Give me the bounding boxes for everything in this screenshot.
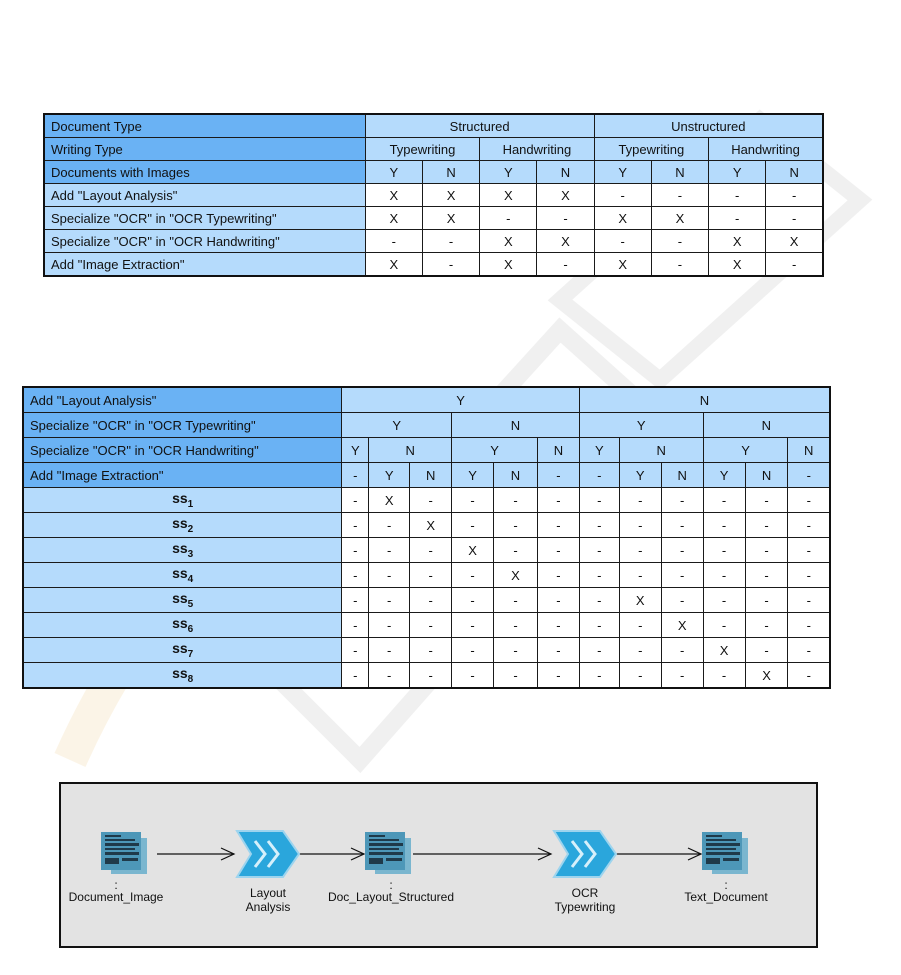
value-cell: - <box>452 638 494 663</box>
value-cell: X <box>452 538 494 563</box>
value-cell: - <box>703 613 745 638</box>
table-row <box>44 184 823 207</box>
value-cell: - <box>410 488 452 513</box>
value-cell: - <box>452 563 494 588</box>
header-cell: Y <box>709 161 766 184</box>
value-cell: X <box>766 230 823 253</box>
value-cell: - <box>494 513 538 538</box>
value-cell: - <box>452 513 494 538</box>
value-cell: - <box>745 513 788 538</box>
value-cell: - <box>619 538 661 563</box>
value-cell: - <box>342 663 369 689</box>
value-cell: - <box>494 538 538 563</box>
header-cell: Typewriting <box>594 138 708 161</box>
value-cell: - <box>651 253 708 277</box>
table-row <box>44 230 823 253</box>
row-label: Add "Layout Analysis" <box>23 387 342 413</box>
header-cell: Y <box>579 413 703 438</box>
scenario-label: $ss_6$ <box>23 613 342 638</box>
header-row <box>23 463 830 488</box>
value-cell: - <box>369 588 410 613</box>
header-cell: - <box>788 463 830 488</box>
header-cell: N <box>537 438 579 463</box>
value-cell: - <box>494 638 538 663</box>
header-cell: Y <box>369 463 410 488</box>
header-cell: N <box>494 463 538 488</box>
value-cell: - <box>619 613 661 638</box>
table-row <box>44 253 823 277</box>
header-cell: N <box>788 438 830 463</box>
value-cell: - <box>452 488 494 513</box>
header-cell: N <box>745 463 788 488</box>
value-cell: - <box>788 563 830 588</box>
value-cell: - <box>452 663 494 689</box>
value-cell: X <box>365 207 422 230</box>
value-cell: - <box>342 613 369 638</box>
header-row <box>23 413 830 438</box>
value-cell: - <box>410 588 452 613</box>
value-cell: - <box>537 538 579 563</box>
value-cell: - <box>703 488 745 513</box>
value-cell: - <box>579 538 619 563</box>
header-cell: Y <box>342 387 580 413</box>
header-cell: N <box>369 438 452 463</box>
node-document-image[interactable]: : Document_Image <box>68 878 164 904</box>
header-cell: Unstructured <box>594 114 823 138</box>
row-label: Specialize "OCR" in "OCR Typewriting" <box>44 207 365 230</box>
value-cell: - <box>661 563 703 588</box>
header-cell: - <box>342 463 369 488</box>
header-cell: Y <box>703 438 788 463</box>
header-cell: Y <box>342 438 369 463</box>
value-cell: - <box>369 638 410 663</box>
value-cell: - <box>619 513 661 538</box>
value-cell: - <box>369 613 410 638</box>
value-cell: - <box>369 663 410 689</box>
node-doc-layout-structured[interactable]: : Doc_Layout_Structured <box>327 878 455 904</box>
scenario-table <box>22 386 831 689</box>
value-cell: X <box>594 253 651 277</box>
table-row <box>23 488 830 513</box>
value-cell: - <box>788 588 830 613</box>
row-label: Add "Image Extraction" <box>23 463 342 488</box>
value-cell: - <box>661 663 703 689</box>
value-cell: - <box>703 513 745 538</box>
row-label: Specialize "OCR" in "OCR Typewriting" <box>23 413 342 438</box>
value-cell: - <box>494 663 538 689</box>
table-row <box>23 638 830 663</box>
value-cell: - <box>788 638 830 663</box>
value-cell: X <box>494 563 538 588</box>
value-cell: X <box>422 184 479 207</box>
node-label: Document_Image <box>68 890 164 904</box>
value-cell: - <box>661 638 703 663</box>
value-cell: - <box>369 563 410 588</box>
header-cell: N <box>661 463 703 488</box>
value-cell: - <box>369 538 410 563</box>
workflow-diagram <box>59 782 818 948</box>
value-cell: - <box>619 663 661 689</box>
value-cell: X <box>410 513 452 538</box>
value-cell: - <box>342 588 369 613</box>
value-cell: - <box>745 538 788 563</box>
row-label: Documents with Images <box>44 161 365 184</box>
scenario-label: $ss_1$ <box>23 488 342 513</box>
row-label: Add "Layout Analysis" <box>44 184 365 207</box>
node-text-document[interactable]: : Text_Document <box>684 878 768 904</box>
header-row <box>44 114 823 138</box>
value-cell: - <box>703 588 745 613</box>
value-cell: - <box>452 613 494 638</box>
value-cell: - <box>766 207 823 230</box>
value-cell: - <box>365 230 422 253</box>
value-cell: - <box>342 488 369 513</box>
document-type-table <box>43 113 824 277</box>
value-cell: - <box>342 538 369 563</box>
value-cell: - <box>480 207 537 230</box>
value-cell: - <box>537 563 579 588</box>
header-cell: Y <box>342 413 452 438</box>
value-cell: - <box>661 588 703 613</box>
value-cell: X <box>703 638 745 663</box>
value-cell: - <box>745 613 788 638</box>
header-cell: N <box>537 161 594 184</box>
value-cell: X <box>594 207 651 230</box>
header-row <box>44 138 823 161</box>
value-cell: - <box>651 230 708 253</box>
header-cell: Y <box>703 463 745 488</box>
value-cell: - <box>594 230 651 253</box>
header-cell: N <box>651 161 708 184</box>
node-label: Text_Document <box>684 890 768 904</box>
value-cell: X <box>480 184 537 207</box>
value-cell: X <box>709 230 766 253</box>
value-cell: - <box>788 613 830 638</box>
table-row <box>23 588 830 613</box>
header-cell: N <box>766 161 823 184</box>
value-cell: X <box>745 663 788 689</box>
row-label: Add "Image Extraction" <box>44 253 365 277</box>
header-cell: - <box>537 463 579 488</box>
value-cell: - <box>537 638 579 663</box>
header-cell: - <box>579 463 619 488</box>
row-label: Specialize "OCR" in "OCR Handwriting" <box>23 438 342 463</box>
header-cell: N <box>410 463 452 488</box>
table-row <box>23 538 830 563</box>
value-cell: - <box>703 538 745 563</box>
node-ocr-typewriting[interactable]: OCR Typewriting <box>554 886 616 914</box>
header-cell: N <box>579 387 830 413</box>
scenario-label: $ss_5$ <box>23 588 342 613</box>
value-cell: X <box>369 488 410 513</box>
value-cell: X <box>480 253 537 277</box>
header-cell: N <box>422 161 479 184</box>
value-cell: - <box>579 513 619 538</box>
value-cell: - <box>745 588 788 613</box>
value-cell: - <box>703 663 745 689</box>
header-cell: Y <box>619 463 661 488</box>
value-cell: - <box>537 513 579 538</box>
value-cell: - <box>766 253 823 277</box>
value-cell: - <box>410 563 452 588</box>
table-row <box>23 513 830 538</box>
value-cell: - <box>766 184 823 207</box>
value-cell: X <box>537 230 594 253</box>
header-cell: Y <box>452 438 538 463</box>
value-cell: - <box>410 663 452 689</box>
value-cell: - <box>579 488 619 513</box>
value-cell: - <box>619 488 661 513</box>
value-cell: - <box>422 253 479 277</box>
value-cell: - <box>788 538 830 563</box>
value-cell: - <box>452 588 494 613</box>
scenario-label: $ss_3$ <box>23 538 342 563</box>
value-cell: - <box>661 513 703 538</box>
value-cell: - <box>745 488 788 513</box>
value-cell: X <box>619 588 661 613</box>
value-cell: - <box>579 613 619 638</box>
value-cell: - <box>369 513 410 538</box>
row-label: Document Type <box>44 114 365 138</box>
scenario-label: $ss_8$ <box>23 663 342 689</box>
value-cell: - <box>745 563 788 588</box>
value-cell: - <box>537 588 579 613</box>
value-cell: - <box>709 184 766 207</box>
process-chevron-icon <box>235 829 301 879</box>
value-cell: - <box>651 184 708 207</box>
value-cell: - <box>661 488 703 513</box>
header-row <box>44 161 823 184</box>
value-cell: X <box>365 184 422 207</box>
header-row <box>23 438 830 463</box>
value-cell: - <box>410 613 452 638</box>
scenario-label: $ss_7$ <box>23 638 342 663</box>
process-chevron-icon <box>552 829 618 879</box>
table-row <box>23 563 830 588</box>
header-cell: Y <box>579 438 619 463</box>
value-cell: X <box>480 230 537 253</box>
value-cell: - <box>594 184 651 207</box>
value-cell: - <box>788 663 830 689</box>
header-cell: N <box>619 438 703 463</box>
scenario-label: $ss_2$ <box>23 513 342 538</box>
value-cell: - <box>619 638 661 663</box>
row-label: Specialize "OCR" in "OCR Handwriting" <box>44 230 365 253</box>
table-row <box>44 207 823 230</box>
scenario-label: $ss_4$ <box>23 563 342 588</box>
header-cell: N <box>703 413 830 438</box>
header-cell: Structured <box>365 114 594 138</box>
header-cell: Y <box>365 161 422 184</box>
row-label: Writing Type <box>44 138 365 161</box>
value-cell: - <box>410 638 452 663</box>
value-cell: - <box>410 538 452 563</box>
header-cell: Y <box>480 161 537 184</box>
value-cell: - <box>788 488 830 513</box>
document-icon <box>361 828 417 876</box>
value-cell: - <box>537 207 594 230</box>
node-label: Doc_Layout_Structured <box>327 890 455 904</box>
value-cell: - <box>537 253 594 277</box>
value-cell: - <box>579 588 619 613</box>
document-icon <box>698 828 754 876</box>
value-cell: X <box>422 207 479 230</box>
header-row <box>23 387 830 413</box>
value-cell: - <box>579 663 619 689</box>
header-cell: N <box>452 413 580 438</box>
header-cell: Typewriting <box>365 138 479 161</box>
document-icon <box>97 828 153 876</box>
table-row <box>23 663 830 689</box>
value-cell: X <box>651 207 708 230</box>
value-cell: - <box>342 563 369 588</box>
table-row <box>23 613 830 638</box>
value-cell: - <box>537 488 579 513</box>
value-cell: X <box>537 184 594 207</box>
value-cell: - <box>342 513 369 538</box>
value-cell: - <box>537 613 579 638</box>
value-cell: - <box>661 538 703 563</box>
value-cell: - <box>494 488 538 513</box>
value-cell: - <box>422 230 479 253</box>
value-cell: - <box>703 563 745 588</box>
value-cell: X <box>661 613 703 638</box>
node-layout-analysis[interactable]: Layout Analysis <box>245 886 291 914</box>
value-cell: - <box>619 563 661 588</box>
value-cell: X <box>365 253 422 277</box>
value-cell: - <box>579 638 619 663</box>
value-cell: X <box>709 253 766 277</box>
value-cell: - <box>494 588 538 613</box>
value-cell: - <box>579 563 619 588</box>
value-cell: - <box>709 207 766 230</box>
value-cell: - <box>745 638 788 663</box>
header-cell: Y <box>594 161 651 184</box>
value-cell: - <box>788 513 830 538</box>
header-cell: Handwriting <box>480 138 594 161</box>
header-cell: Y <box>452 463 494 488</box>
header-cell: Handwriting <box>709 138 823 161</box>
value-cell: - <box>342 638 369 663</box>
value-cell: - <box>494 613 538 638</box>
value-cell: - <box>537 663 579 689</box>
